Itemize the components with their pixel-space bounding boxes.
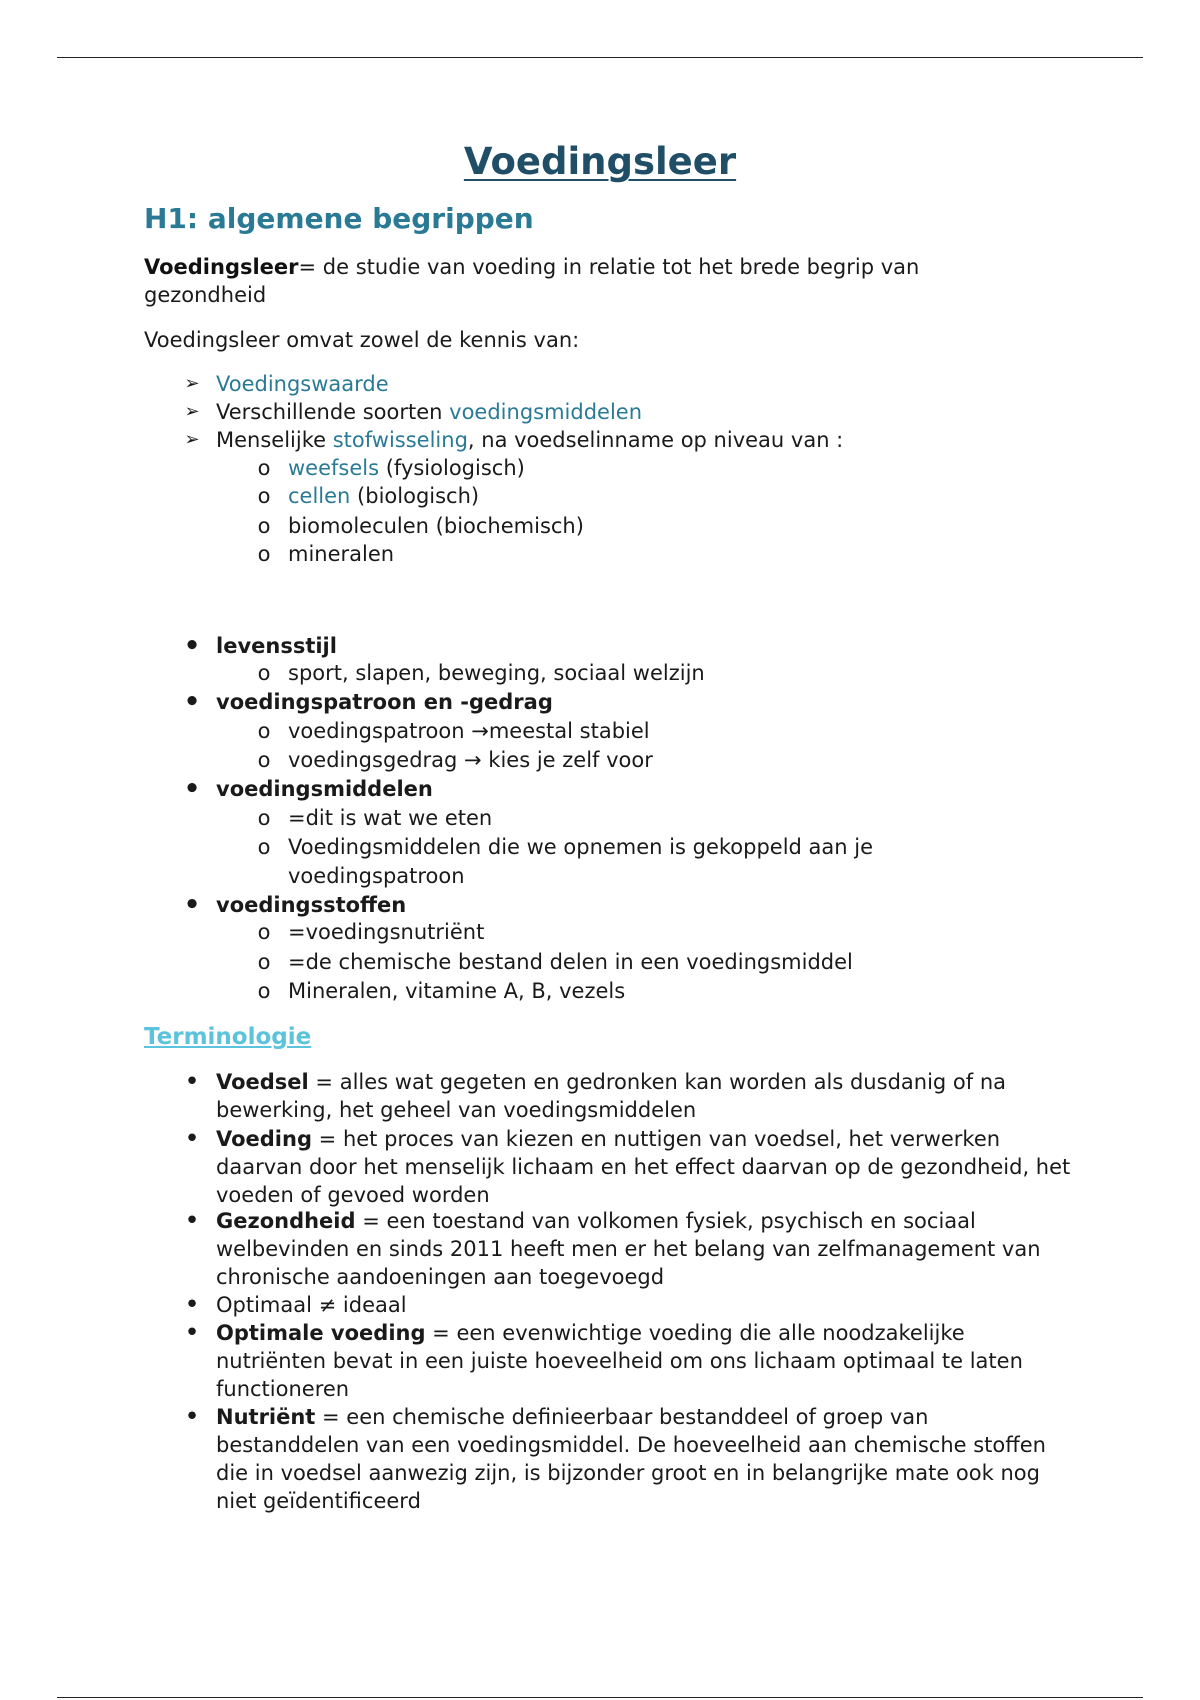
definition-term: Voedingsleer (144, 255, 299, 279)
term-label: Nutriënt (216, 1405, 316, 1429)
sub-list-item: o =de chemische bestand delen in een voedingsmiddel (288, 948, 853, 976)
list-item: • Gezondheid = een toestand van volkomen fysiek, psychisch en sociaal welbevinden en sinds 2011 heeft men er het belang van zelfmanagement van chronische aandoeningen aan toegevoegd (216, 1207, 1076, 1291)
bullet-icon: • (184, 1318, 200, 1348)
list-item: ➢ Verschillende soorten voedingsmiddelen (216, 398, 642, 426)
keyword-link: weefsels (288, 456, 380, 480)
circle-bullet-icon: o (257, 456, 271, 480)
top-rule (57, 57, 1143, 58)
list-item: • voedingsstoffen (216, 891, 406, 919)
list-item: • voedingsmiddelen (216, 775, 433, 803)
circle-bullet-icon: o (257, 806, 271, 830)
keyword-link: Voedingswaarde (216, 372, 389, 396)
sub-list-item-continuation: voedingspatroon (288, 864, 465, 888)
keyword-link: voedingsmiddelen (449, 400, 643, 424)
chapter-heading: H1: algemene begrippen (144, 202, 534, 235)
arrow-bullet-icon: ➢ (184, 401, 200, 422)
bullet-icon: • (184, 1290, 200, 1320)
bullet-icon: • (184, 1206, 200, 1236)
circle-bullet-icon: o (257, 542, 271, 566)
list-item: • Optimale voeding = een evenwichtige voeding die alle noodzakelijke nutriënten bevat in een juiste hoeveelheid om ons lichaam optimaal te laten functioneren (216, 1319, 1076, 1403)
circle-bullet-icon: o (257, 950, 271, 974)
sub-list-item: o Mineralen, vitamine A, B, vezels (288, 977, 625, 1005)
term-label: Voedsel (216, 1070, 309, 1094)
bullet-icon: • (184, 1124, 200, 1154)
bullet-icon: • (184, 1067, 200, 1097)
list-item: • Optimaal ≠ ideaal (216, 1291, 1076, 1319)
term-label: Voeding (216, 1127, 312, 1151)
list-item: • Nutriënt = een chemische definieerbaar bestanddeel of groep van bestanddelen van een voedingsmiddel. De hoeveelheid aan chemische stoffen die in voedsel aanwezig zijn, is bijzonder groot en in belangrijke mate ook nog niet geïdentificeerd (216, 1403, 1076, 1515)
circle-bullet-icon: o (257, 719, 271, 743)
list-item: • Voeding = het proces van kiezen en nuttigen van voedsel, het verwerken daarvan door het menselijk lichaam en het effect daarvan op de gezondheid, het voeden of gevoed worden (216, 1125, 1076, 1209)
sub-list-item: o =dit is wat we eten (288, 804, 492, 832)
sub-list-item: o voedingspatroon →meestal stabiel (288, 717, 650, 745)
list-item: • levensstijl (216, 632, 337, 660)
circle-bullet-icon: o (257, 979, 271, 1003)
keyword-link: stofwisseling (332, 428, 468, 452)
page-title: Voedingsleer (463, 140, 737, 183)
sub-list-item: o sport, slapen, beweging, sociaal welzijn (288, 659, 705, 687)
definition-text: = de studie van voeding in relatie tot het brede begrip van gezondheid (144, 255, 920, 307)
term-label: Optimale voeding (216, 1321, 426, 1345)
bullet-icon: • (183, 631, 201, 661)
list-item: • voedingspatroon en -gedrag (216, 688, 553, 716)
keyword-link: cellen (288, 484, 351, 508)
sub-list-item: o =voedingsnutriënt (288, 918, 484, 946)
intro-paragraph: Voedingsleer omvat zowel de kennis van: (144, 328, 580, 352)
list-item: ➢ Menselijke stofwisseling, na voedselinname op niveau van : (216, 426, 843, 454)
bullet-icon: • (184, 1402, 200, 1432)
bullet-icon: • (183, 890, 201, 920)
bullet-icon: • (183, 774, 201, 804)
bottom-rule (57, 1697, 1143, 1698)
sub-list-item: o mineralen (288, 540, 394, 568)
definition-paragraph (144, 253, 1024, 309)
sub-list-item: o cellen (biologisch) (288, 482, 479, 510)
circle-bullet-icon: o (257, 661, 271, 685)
circle-bullet-icon: o (257, 920, 271, 944)
terminology-heading: Terminologie (144, 1024, 312, 1050)
list-item (184, 370, 389, 398)
sub-list-item: o weefsels (fysiologisch) (288, 454, 525, 482)
arrow-bullet-icon: ➢ (184, 373, 200, 394)
term-label: Gezondheid (216, 1209, 356, 1233)
circle-bullet-icon: o (257, 484, 271, 508)
sub-list-item: o Voedingsmiddelen die we opnemen is gekoppeld aan je (288, 833, 873, 861)
arrow-bullet-icon: ➢ (184, 429, 200, 450)
circle-bullet-icon: o (257, 514, 271, 538)
circle-bullet-icon: o (257, 835, 271, 859)
circle-bullet-icon: o (257, 748, 271, 772)
sub-list-item: o voedingsgedrag → kies je zelf voor (288, 746, 653, 774)
bullet-icon: • (183, 687, 201, 717)
sub-list-item: o biomoleculen (biochemisch) (288, 512, 584, 540)
list-item: • Voedsel = alles wat gegeten en gedronken kan worden als dusdanig of na bewerking, het geheel van voedingsmiddelen (216, 1068, 1076, 1124)
